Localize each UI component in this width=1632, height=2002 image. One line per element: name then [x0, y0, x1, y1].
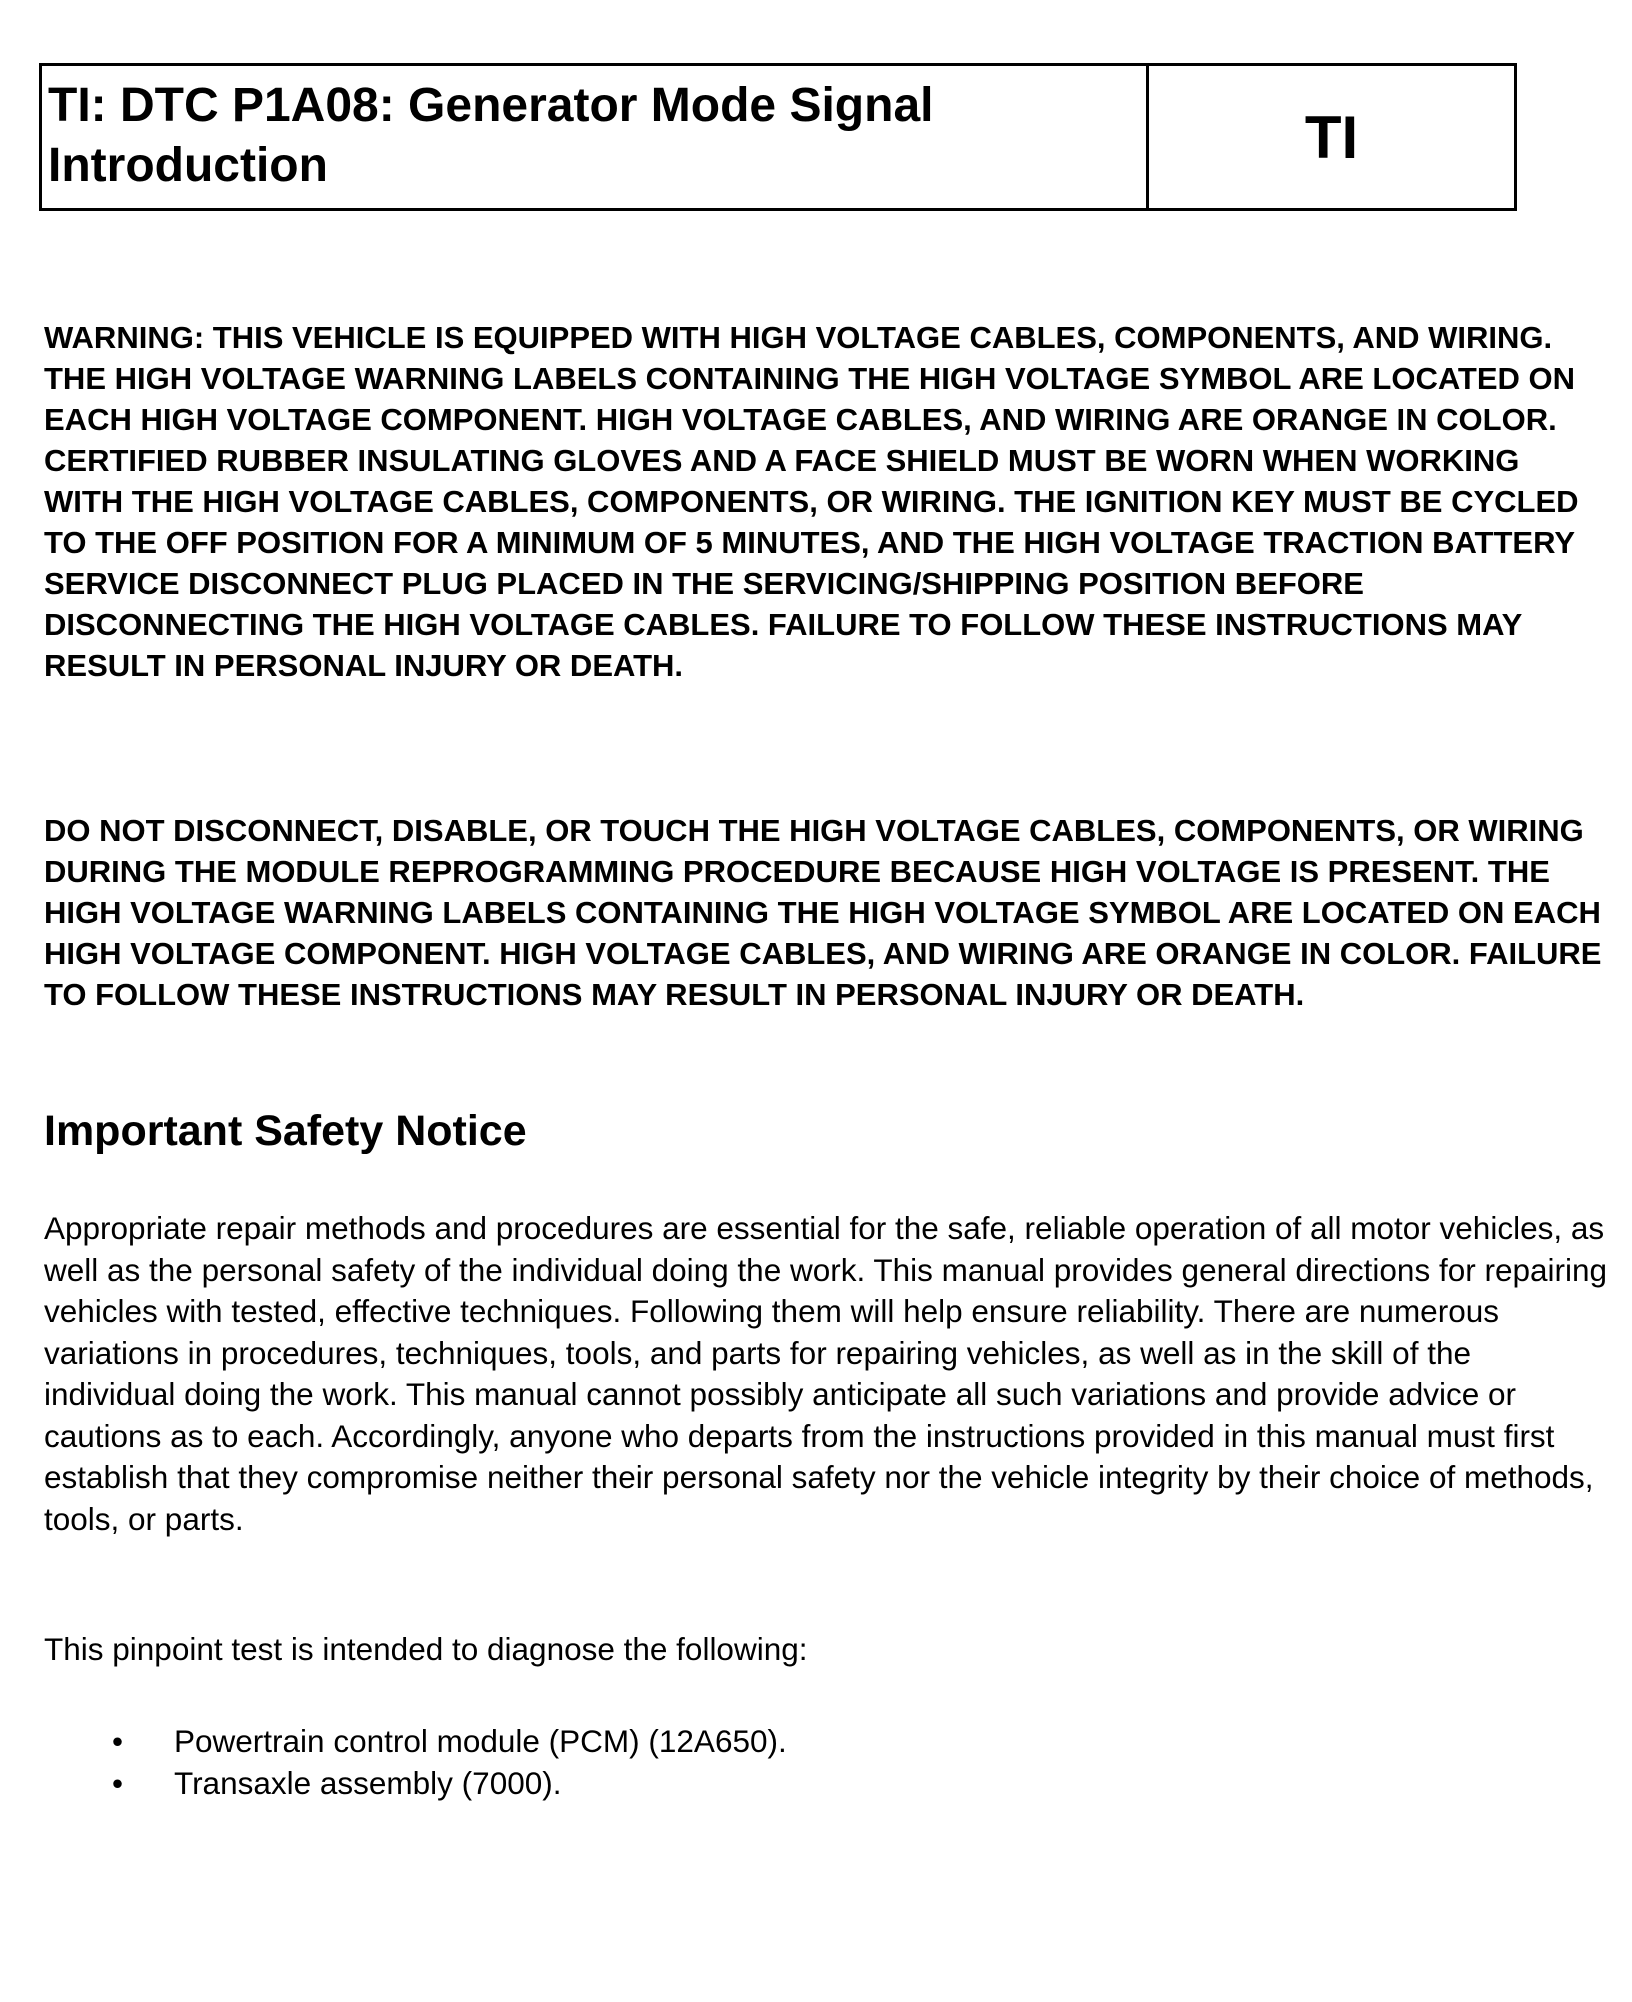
safety-notice-heading: Important Safety Notice	[44, 1107, 527, 1155]
bullet-icon: •	[112, 1765, 124, 1801]
list-item-text: Transaxle assembly (7000).	[174, 1765, 562, 1801]
diagnosis-list	[44, 1720, 787, 1804]
page-title: TI: DTC P1A08: Generator Mode Signal Introduction	[42, 66, 1149, 208]
warning-paragraph-reprogramming: DO NOT DISCONNECT, DISABLE, OR TOUCH THE HIGH VOLTAGE CABLES, COMPONENTS, OR WIRING DURING THE MODULE REPROGRAMMING PROCEDURE BECAUSE HIGH VOLTAGE IS PRESENT. THE HIGH VOLTAGE WARNING LABELS CONTAINING THE HIGH VOLTAGE SYMBOL ARE LOCATED ON EACH HIGH VOLTAGE COMPONENT. HIGH VOLTAGE CABLES, AND WIRING ARE ORANGE IN COLOR. FAILURE TO FOLLOW THESE INSTRUCTIONS MAY RESULT IN PERSONAL INJURY OR DEATH.	[44, 813, 1602, 1012]
header-box	[39, 63, 1517, 211]
list-item-text: Powertrain control module (PCM) (12A650).	[174, 1723, 787, 1759]
list-item	[44, 1720, 787, 1762]
bullet-icon: •	[112, 1723, 124, 1759]
section-code: TI	[1304, 103, 1359, 171]
list-item	[44, 1762, 787, 1804]
pinpoint-intro: This pinpoint test is intended to diagnose the following:	[44, 1631, 808, 1667]
warning-paragraph-high-voltage: WARNING: THIS VEHICLE IS EQUIPPED WITH HIGH VOLTAGE CABLES, COMPONENTS, AND WIRING. THE HIGH VOLTAGE WARNING LABELS CONTAINING THE HIGH VOLTAGE SYMBOL ARE LOCATED ON EACH HIGH VOLTAGE COMPONENT. HIGH VOLTAGE CABLES, AND WIRING ARE ORANGE IN COLOR. CERTIFIED RUBBER INSULATING GLOVES AND A FACE SHIELD MUST BE WORN WHEN WORKING WITH THE HIGH VOLTAGE CABLES, COMPONENTS, OR WIRING. THE IGNITION KEY MUST BE CYCLED TO THE OFF POSITION FOR A MINIMUM OF 5 MINUTES, AND THE HIGH VOLTAGE TRACTION BATTERY SERVICE DISCONNECT PLUG PLACED IN THE SERVICING/SHIPPING POSITION BEFORE DISCONNECTING THE HIGH VOLTAGE CABLES. FAILURE TO FOLLOW THESE INSTRUCTIONS MAY RESULT IN PERSONAL INJURY OR DEATH.	[44, 320, 1579, 683]
safety-notice-body: Appropriate repair methods and procedures are essential for the safe, reliable operation of all motor vehicles, as well as the personal safety of the individual doing the work. This manual provides general directions for repairing vehicles with tested, effective techniques. Following them will help ensure reliability. There are numerous variations in procedures, techniques, tools, and parts for repairing vehicles, as well as in the skill of the individual doing the work. This manual cannot possibly anticipate all such variations and provide advice or cautions as to each. Accordingly, anyone who departs from the instructions provided in this manual must first establish that they compromise neither their personal safety nor the vehicle integrity by their choice of methods, tools, or parts.	[44, 1210, 1608, 1537]
